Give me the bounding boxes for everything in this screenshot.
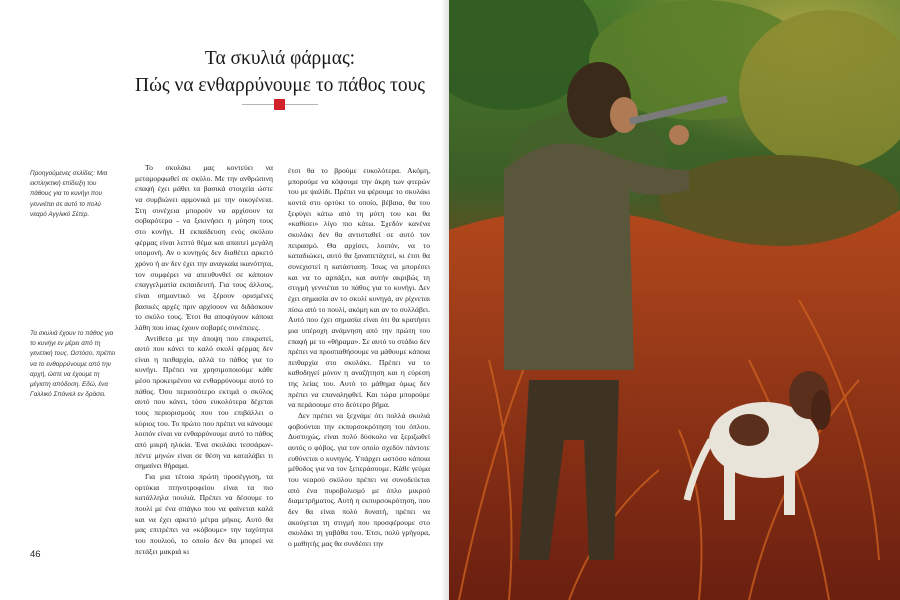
paragraph: Για μια τέτοια πρώτη προσέγγιση, τα ορτύκια πτηνοτροφείου είναι τα πιο κατάλληλα πουλιά. Πρέπει να δέσουμε το πουλί με ένα σπάγκο που να φαίνεται καλά και να έχει αρκετό μέτρα μήκος. Αυτό θα μας επιτρέπει να «κόβουμε» την ταχύτητα του πουλιού, το οποίο δεν θα μπορεί να πετάξει μακριά κι — [135, 472, 273, 556]
caption-photo: Τα σκυλιά έχουν το πάθος για το κυνήγι εν μέρει από τη γενετική τους. Ωστόσο, πρέπει να το ενθαρρύνουμε από την αρχή, ώστε να έχουμε τη μέγιστη απόδοση. Εδώ, ένα Γαλλικό Σπάνιελ εν δράσει. — [30, 330, 116, 399]
article-title-line1: Τα σκυλιά φάρμας: — [204, 48, 356, 69]
hunting-scene-illustration — [449, 0, 900, 600]
text-column-1 — [135, 163, 273, 557]
paragraph: Το σκυλάκι μας κοντεύει να μεταμορφωθεί σε σκύλο. Με την ανθρώπινη επαφή έχει μάθει τα βασικά στοιχεία ώστε να συμβιώνει αρμονικά με την οικογένεια. Στη συνέχεια μπορούν να αρχίσουν τα σοβαρότερα - να ξεκινήσει η μύηση τους στο κυνήγι. Η εκπαίδευση ενός σκύλου φέρμας είναι λεπτό θέμα και απαιτεί μεγάλη υπομονή. Αν ο κυνηγός δεν διαθέτει αρκετό χρόνο ή αν δεν έχει την αναγκαία ικανότητα, τον συμφέρει να απευθυνθεί σε κάποιον επαγγελματία εκπαιδευτή. Για τους άλλους, είναι σημαντικό να ξέρουν ορισμένες βασικές αρχές πριν αρχίσουν να διδάσκουν το σκύλο τους. Έτσι θα αποφύγουν κάποια λάθη που ίσως έχουν σοβαρές συνέπειες. — [135, 163, 273, 332]
article-title — [135, 45, 425, 99]
red-square-ornament — [274, 99, 285, 110]
caption-previous-pages: Προηγούμενες σελίδες: Μια εκπληκτική επίδειξη του πάθους για το κυνήγι που γεννιέται σε αυτό το πολύ νεαρό Αγγλικό Σέτερ. — [30, 170, 108, 218]
paragraph: Δεν πρέπει να ξεχνάμε ότι πολλά σκυλιά φοβούνται την εκπυρσοκρότηση του όπλου. Δυστυχώς, είναι πολύ δύσκολο να ξεριζωθεί αυτός ο φόβος, για τον οποίο σχεδόν πάντοτε ευθύνεται ο κυνηγός. Υπάρχει ωστόσο κάποια μέθοδος για να τον ξεπεράσουμε. Κάθε γεύμα του νεαρού σκύλου πρέπει να συνοδεύεται από ένα πυροβολισμό με όπλο μικρού διαμετρήματος. Αυτή η εκπυρσοκρότηση, που δεν θα είναι πολύ δυνατή, πρέπει να ακούγεται τη στιγμή που προσφέρουμε στο σκυλάκι τη γαβάθα του. Έτσι, πολύ γρήγορα, ο μαθητής μας θα συνδέσει την — [288, 411, 430, 548]
text-column-2 — [288, 166, 430, 550]
left-page — [0, 0, 449, 600]
page-number: 46 — [30, 549, 41, 560]
paragraph: έτσι θα το βρούμε ευκολότερα. Ακόμη, μπορούμε να κόψουμε την άκρη των φτερών του με ψαλίδι. Πρέπει να φέρουμε το σκυλάκι κοντά στο ορτύκι το οποίο, βέβαια, θα του ξεφύγει κάτω από τη μύτη του και θα «καθίσει» λίγο πιο κάτω. Σχεδόν κανένα σκυλάκι δεν θα αντισταθεί σε αυτό τον πειρασμό. Θα αρχίσει, λοιπόν, να το καταδιώκει, αυτό θα ξαναπετάχτεί, κι έτσι θα συνεχιστεί η κατάσταση. Ίσως να μπορέσει και να το αρπάξει, και αυτήν ακριβώς τη στιγμή γεννιέται το πάθος για το κυνήγι. Δεν έχει σημασία αν το σκυλί κυνηγά, αν ρίχνεται πίσω από το πουλί, ακόμη και αν το συλλάβει. Αυτό που έχει σημασία είναι ότι θα κρατήσει μια υπέροχη ανάμνηση από την πρώτη του επαφή με το «θήραμα». Σε αυτό το στάδιο δεν πρέπει να προσπαθήσουμε να μάθουμε κάποια πειθαρχία στο σκυλάκι. Πρέπει να το καθοδηγεί μόνον η αναζήτηση και η εύρεση της λείας του. Αυτό το μάθημα όμως δεν πρέπει να επαναληφθεί. Και τώρα μπορούμε να περάσουμε στο δεύτερο βήμα. — [288, 166, 430, 410]
article-title-line2: Πώς να ενθαρρύνουμε το πάθος τους — [135, 75, 426, 96]
hunting-photo — [449, 0, 900, 600]
paragraph: Αντίθετα με την άποψη που επικρατεί, αυτό που κάνει το καλό σκυλί φέρμας δεν είναι η πειθαρχία, αλλά το πάθος για το κυνήγι. Πρέπει να χρησιμοποιούμε κάθε μέσο προκειμένου να ενθαρρύνουμε αυτό το πάθος. Όσο περισσότερο εκτιμά ο σκύλος αυτό που κάνει, τόσο ευκολότερα δέχεται τους περιορισμούς που του επιβάλλει ο κύριος του. Το πρώτο που πρέπει να κάνουμε λοιπόν είναι να ενθαρρύνουμε αυτό το πάθος από μικρή ηλικία. Ένα σκυλάκι τεσσάρων-πέντε μηνών είναι σε θέση να καταλάβει τι σημαίνει θήραμα. — [135, 333, 273, 471]
book-gutter — [441, 0, 449, 600]
